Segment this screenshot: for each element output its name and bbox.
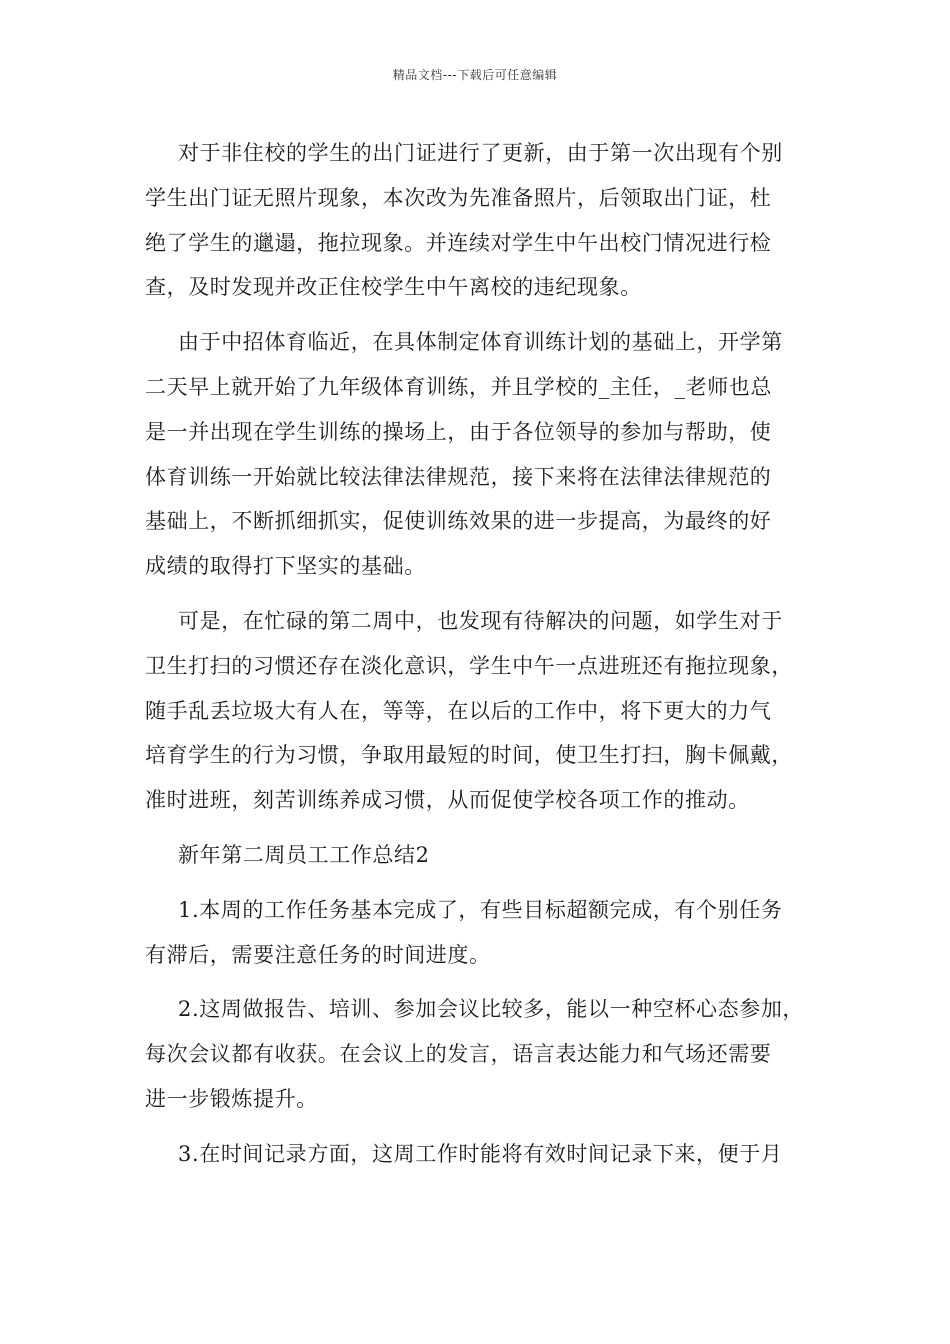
paragraph-line: 有滞后，需要注意任务的时间进度。 — [145, 942, 491, 967]
paragraph-line: 2.这周做报告、培训、参加会议比较多，能以一种空杯心态参加， — [178, 997, 805, 1022]
paragraph-2 — [145, 320, 825, 589]
paragraph-line: 随手乱丢垃圾大有人在，等等，在以后的工作中，将下更大的力气 — [145, 698, 772, 723]
page-header: 精品文档---下载后可任意编辑 — [392, 68, 558, 82]
paragraph-item-2 — [145, 987, 825, 1121]
paragraph-item-1 — [145, 888, 825, 978]
paragraph-line: 对于非住校的学生的出门证进行了更新，由于第一次出现有个别 — [178, 141, 783, 165]
paragraph-3 — [145, 599, 825, 823]
paragraph-line: 二天早上就开始了九年级体育训练，并且学校的_主任，_老师也总 — [145, 374, 772, 399]
paragraph-line: 进一步锻炼提升。 — [145, 1086, 318, 1111]
paragraph-line: 培育学生的行为习惯，争取用最短的时间，使卫生打扫，胸卡佩戴， — [145, 743, 793, 768]
paragraph-line: 卫生打扫的习惯还存在淡化意识，学生中午一点进班还有拖拉现象， — [145, 653, 793, 678]
paragraph-line: 3.在时间记录方面，这周工作时能将有效时间记录下来，便于月 — [178, 1141, 783, 1166]
section-title: 新年第二周员工工作总结2 — [178, 842, 430, 867]
paragraph-line: 准时进班，刻苦训练养成习惯，从而促使学校各项工作的推动。 — [145, 788, 750, 813]
paragraph-1 — [145, 131, 825, 310]
paragraph-line: 基础上，不断抓细抓实，促使训练效果的进一步提高，为最终的好 — [145, 509, 772, 534]
document-body — [145, 131, 825, 1187]
paragraph-line: 1.本周的工作任务基本完成了，有些目标超额完成，有个别任务 — [178, 897, 783, 922]
paragraph-line: 是一并出现在学生训练的操场上，由于各位领导的参加与帮助，使 — [145, 419, 772, 444]
paragraph-line: 查，及时发现并改正住校学生中午离校的违纪现象。 — [145, 275, 642, 300]
paragraph-line: 由于中招体育临近，在具体制定体育训练计划的基础上，开学第 — [178, 330, 783, 355]
paragraph-line: 学生出门证无照片现象，本次改为先准备照片，后领取出门证，杜 — [145, 185, 772, 210]
paragraph-line: 体育训练一开始就比较法律法律规范，接下来将在法律法律规范的 — [145, 464, 772, 489]
paragraph-line: 每次会议都有收获。在会议上的发言，语言表达能力和气场还需要 — [145, 1042, 772, 1067]
section-heading — [145, 833, 825, 878]
paragraph-line: 绝了学生的邋遢，拖拉现象。并连续对学生中午出校门情况进行检 — [145, 230, 772, 255]
paragraph-item-3 — [145, 1132, 825, 1177]
paragraph-line: 成绩的取得打下坚实的基础。 — [145, 554, 426, 579]
paragraph-line: 可是，在忙碌的第二周中，也发现有待解决的问题，如学生对于 — [178, 608, 783, 633]
